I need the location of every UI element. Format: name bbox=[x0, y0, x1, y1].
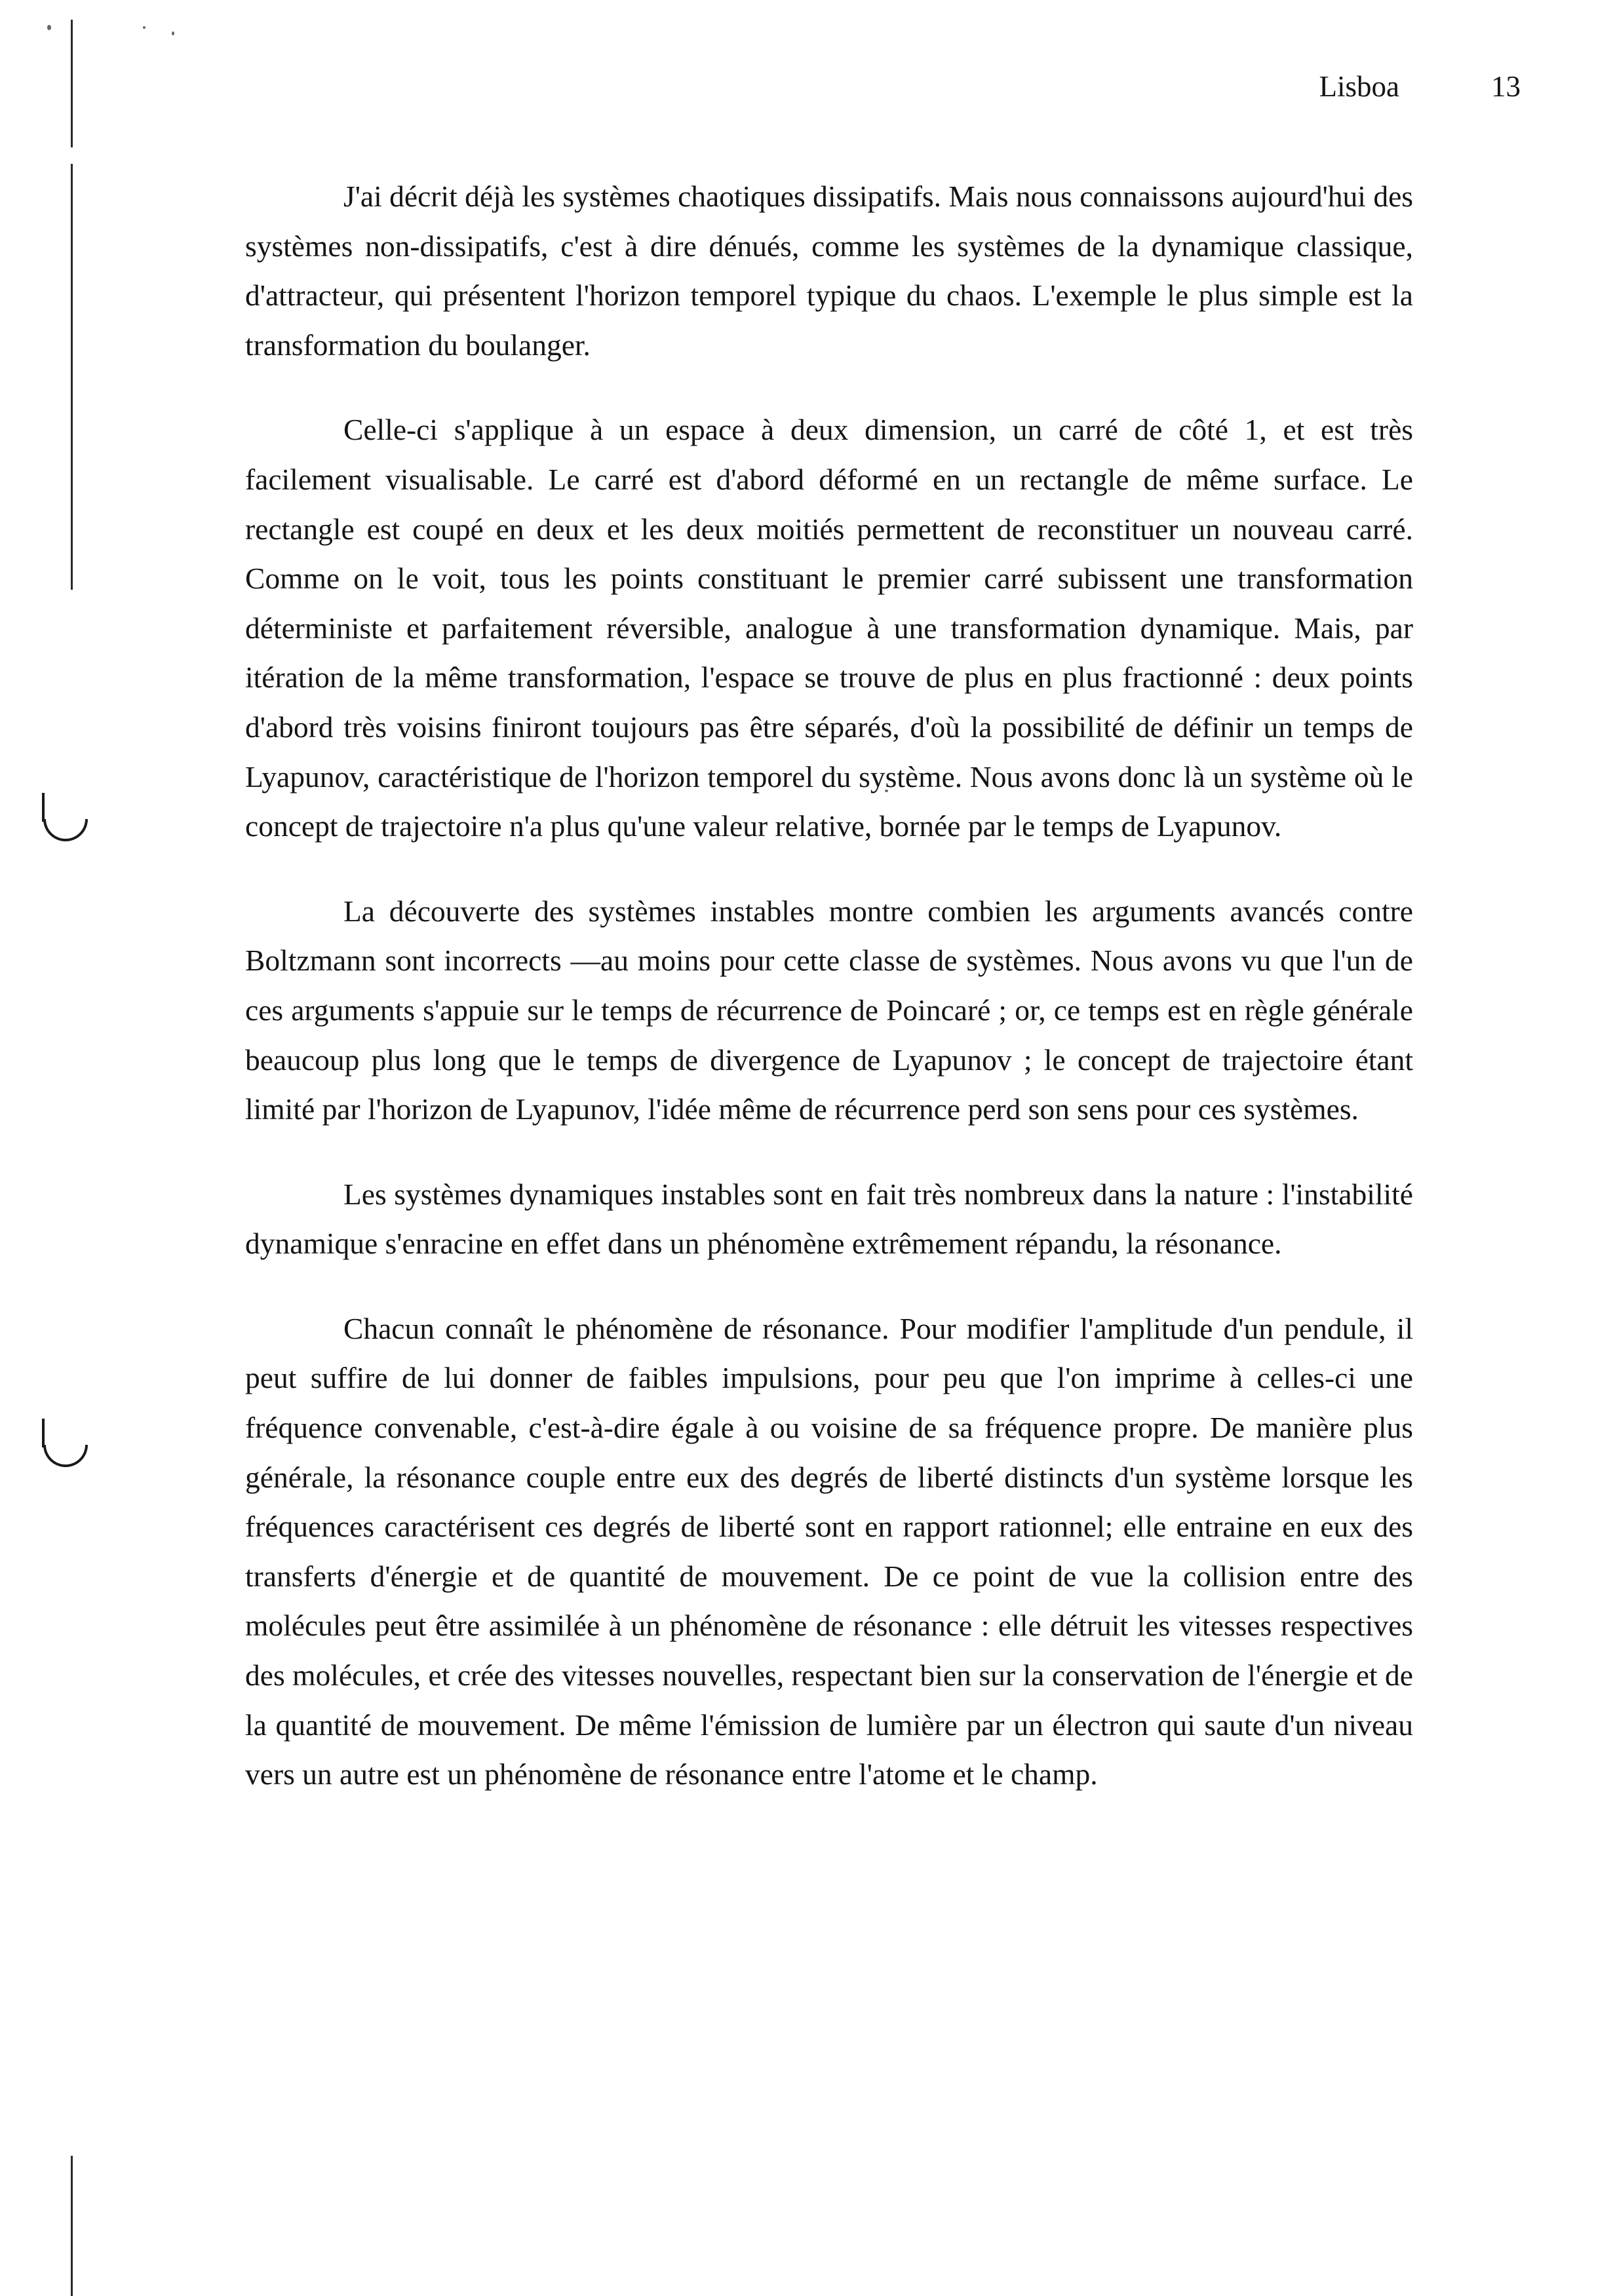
margin-hook-mark bbox=[43, 1445, 88, 1467]
body-text bbox=[245, 172, 1413, 1835]
paragraph-unstable-systems: Les systèmes dynamiques instables sont en fait très nombreux dans la nature : l'instabilité dynamique s'enracine en effet dans un phénomène extrêmement répandu, la résonance. bbox=[245, 1177, 1413, 1261]
scan-speck bbox=[143, 26, 146, 29]
binding-rule bbox=[71, 164, 73, 590]
paragraph-dissipative-systems: J'ai décrit déjà les systèmes chaotiques dissipatifs. Mais nous connaissons aujourd'hui des systèmes non-dissipatifs, c'est à dire dénués, comme les systèmes de la dynamique classique, d'attracteur, qui présentent l'horizon temporel typique du chaos. L'exemple le plus simple est la transformation du boulanger. bbox=[245, 180, 1413, 362]
binding-rule bbox=[71, 2156, 73, 2296]
scan-speck bbox=[172, 31, 174, 35]
binding-rule bbox=[71, 20, 73, 147]
paragraph-boltzmann-arguments: La découverte des systèmes instables montre combien les arguments avancés contre Boltzmann sont incorrects —au moins pour cette classe de systèmes. Nous avons vu que l'un de ces arguments s'appuie sur le temps de récurrence de Poincaré ; or, ce temps est en règle générale beaucoup plus long que le temps de divergence de Lyapunov ; le concept de trajectoire étant limité par l'horizon de Lyapunov, l'idée même de récurrence perd son sens pour ces systèmes. bbox=[245, 894, 1413, 1126]
running-title: Lisboa bbox=[1319, 70, 1399, 103]
scan-speck bbox=[47, 25, 51, 30]
paragraph-resonance: Chacun connaît le phénomène de résonance. Pour modifier l'amplitude d'un pendule, il peut suffire de lui donner de faibles impulsions, pour peu que l'on imprime à celles-ci une fréquence convenable, c'est-à-dire égale à ou voisine de sa fréquence propre. De manière plus générale, la résonance couple entre eux des degrés de liberté distincts d'un système lorsque les fréquences caractérisent ces degrés de liberté sont en rapport rationnel; elle entraine en eux des transferts d'énergie et de quantité de mouvement. De ce point de vue la collision entre des molécules peut être assimilée à un phénomène de résonance : elle détruit les vitesses respectives des molécules, et crée des vitesses nouvelles, respectant bien sur la conservation de l'énergie et de la quantité de mouvement. De même l'émission de lumière par un électron qui saute d'un niveau vers un autre est un phénomène de résonance entre l'atome et le champ. bbox=[245, 1311, 1413, 1791]
page-number: 13 bbox=[1491, 70, 1521, 103]
running-header bbox=[1049, 66, 1521, 107]
margin-hook-mark bbox=[43, 819, 88, 841]
paragraph-baker-transformation: Celle-ci s'applique à un espace à deux dimension, un carré de côté 1, et est très facilement visualisable. Le carré est d'abord déformé en un rectangle de même surface. Le rectangle est coupé en deux et les deux moitiés permettent de reconstituer un nouveau carré. Comme on le voit, tous les points constituant le premier carré subissent une transformation déterministe et parfaitement réversible, analogue à une transformation dynamique. Mais, par itération de la même transformation, l'espace se trouve de plus en plus fractionné : deux points d'abord très voisins finiront toujours pas être séparés, d'où la possibilité de définir un temps de Lyapunov, caractéristique de l'horizon temporel du système. Nous avons donc là un système où le concept de trajectoire n'a plus qu'une valeur relative, bornée par le temps de Lyapunov. bbox=[245, 413, 1413, 843]
